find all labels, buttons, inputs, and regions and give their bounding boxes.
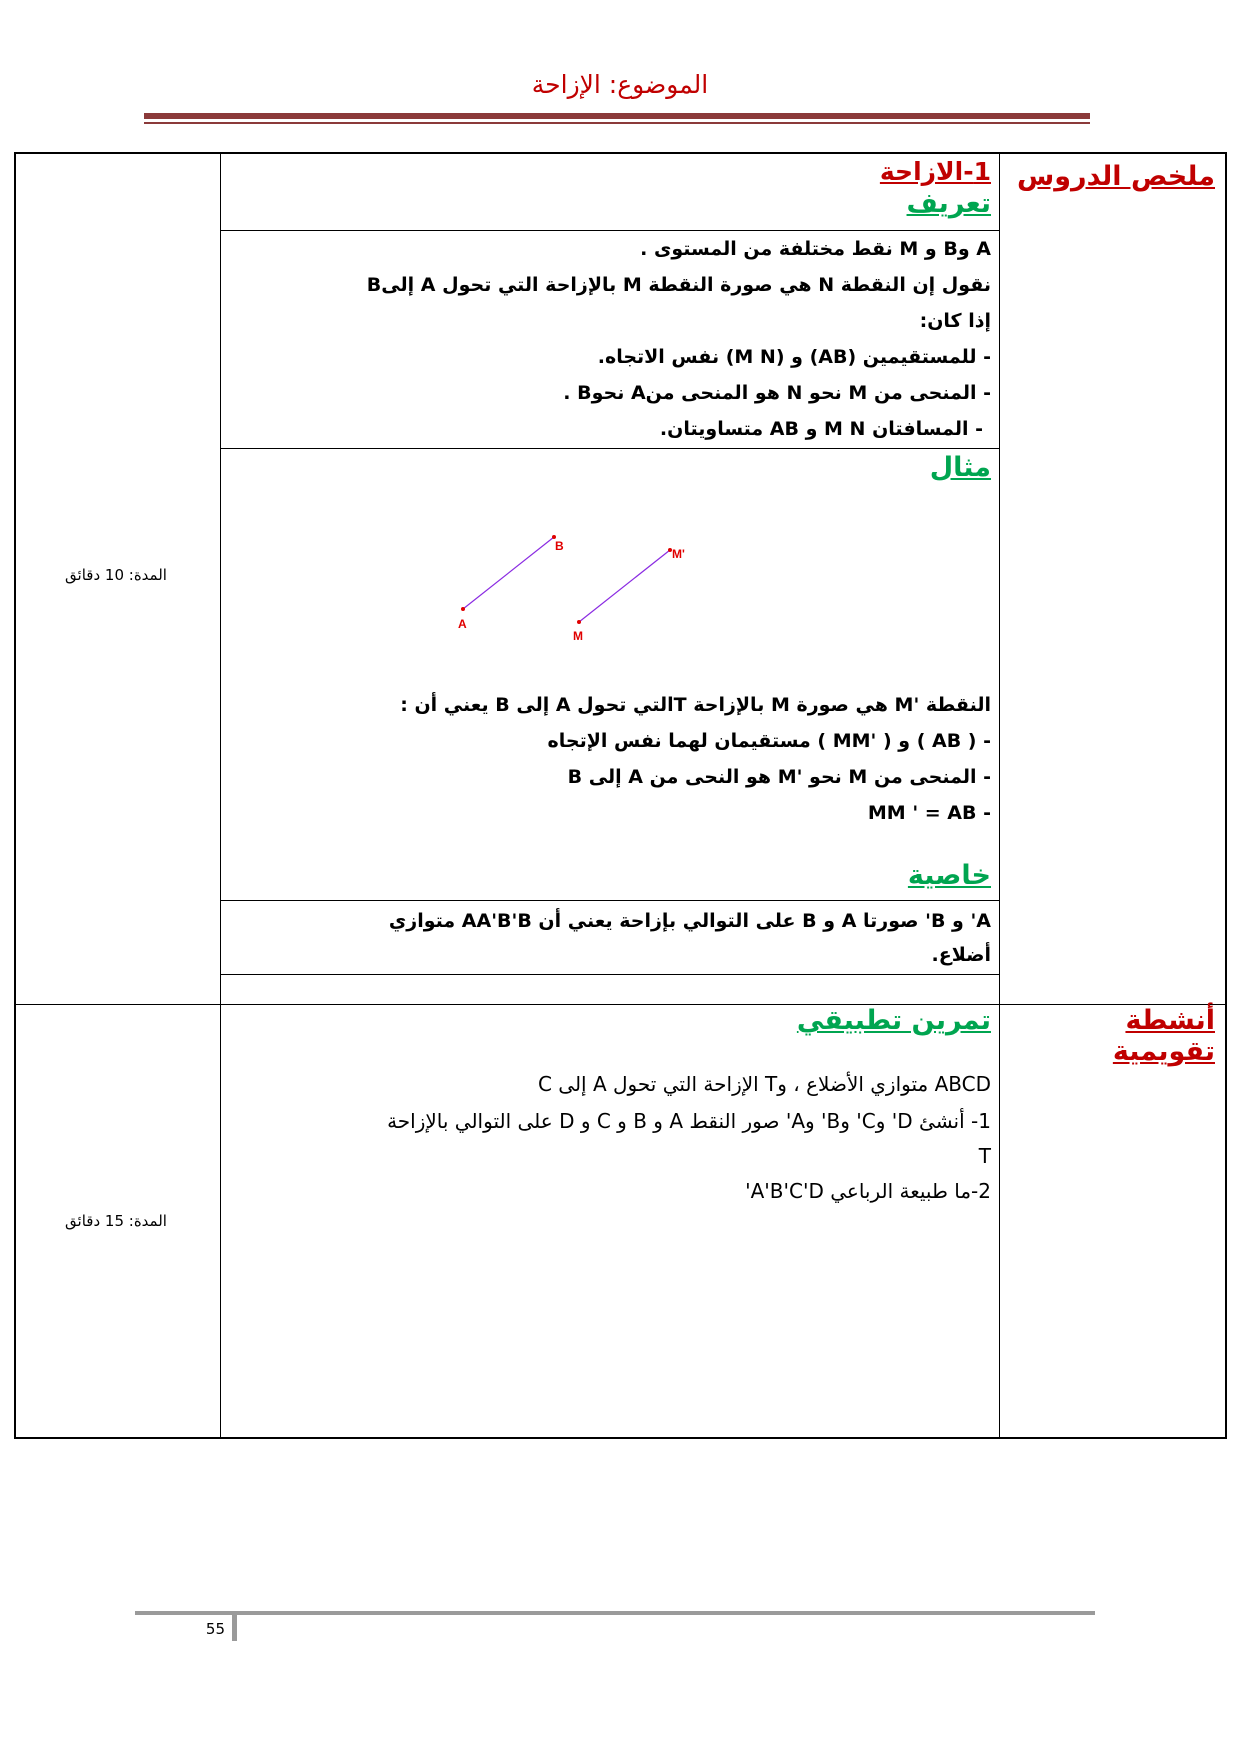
translation-figure [456, 524, 736, 644]
exercise-title: تمرين تطبيقي [796, 1005, 991, 1036]
label-mp: M' [672, 547, 685, 561]
exercise-line: T [978, 1144, 991, 1168]
definition-line: إذا كان: [919, 310, 991, 332]
label-b: B [555, 539, 564, 553]
property-title: خاصية [907, 860, 991, 891]
activities-column-heading: أنشطة تقويمية [1112, 1005, 1215, 1067]
example-line: - ( AB ) و ( 'MM ) مستقيمان لهما نفس الإتجاه [547, 730, 991, 752]
property-line: A' و B' صورتا A و B على التوالي بإزاحة يعني أن AA'B'B متوازي [388, 910, 991, 932]
content-column [221, 154, 991, 1437]
footer-bar [232, 1615, 237, 1641]
exercise-duration: المدة: 15 دقائق [65, 1212, 167, 1230]
example-line: - المنحى من M نحو 'M هو النحى من A إلى B [567, 766, 991, 788]
footer-rule [135, 1611, 1095, 1615]
property-line: أضلاع. [931, 944, 991, 966]
point-m [577, 620, 581, 624]
lesson-heading: 1-الازاحة [879, 157, 991, 186]
definition-line: نقول إن النقطة N هي صورة النقطة M بالإزاحة التي تحول A إلىB [366, 274, 991, 296]
label-m: M [573, 629, 583, 643]
example-title: مثال [929, 452, 991, 483]
title-underline-thick [144, 113, 1090, 119]
example-line: النقطة 'M هي صورة M بالإزاحة Tالتي تحول A إلى B يعني أن : [400, 694, 991, 716]
label-a: A [458, 617, 467, 631]
column-divider-right [999, 154, 1000, 1437]
title-underline-thin [144, 122, 1090, 124]
summary-column-heading: ملخص الدروس [1016, 161, 1215, 192]
lesson-table [14, 152, 1227, 1439]
exercise-line: ABCD متوازي الأضلاع ، وT الإزاحة التي تحول A إلى C [537, 1072, 991, 1096]
page-title: الموضوع: الإزاحة [531, 70, 709, 99]
definition-line: - المنحى من M نحو N هو المنحى منA نحوB . [563, 382, 991, 404]
point-a [461, 607, 465, 611]
exercise-line: 1- أنشئ D' وC' وB' وA' صور النقط A و B و C و D على التوالي بالإزاحة [387, 1109, 991, 1133]
definition-title: تعريف [906, 188, 991, 219]
page-number: 55 [205, 1620, 225, 1638]
lesson-duration: المدة: 10 دقائق [65, 566, 167, 584]
segment-mmp [579, 550, 670, 622]
segment-ab [463, 537, 554, 609]
definition-line: A وB و M نقط مختلفة من المستوى . [640, 238, 991, 260]
definition-line: - المسافتان M N و AB متساويتان. [659, 418, 983, 440]
definition-line: - للمستقيمين (AB) و (M N) نفس الاتجاه. [597, 346, 991, 368]
example-line: - MM ' = AB [867, 802, 991, 824]
exercise-line: 2-ما طبيعة الرباعي A'B'C'D' [745, 1179, 991, 1203]
